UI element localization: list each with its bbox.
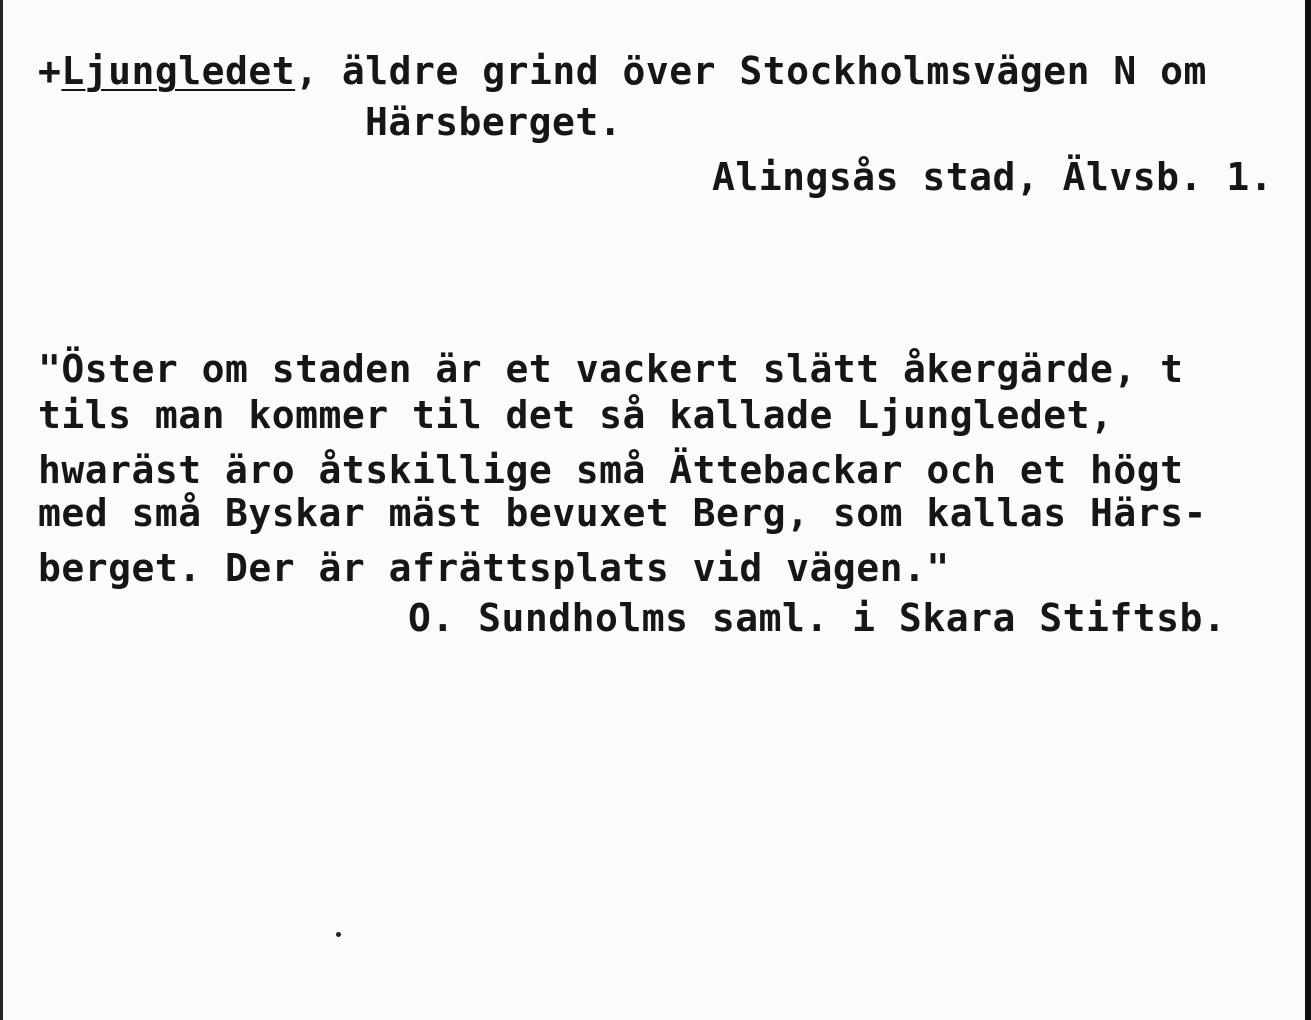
quote-source: O. Sundholms saml. i Skara Stiftsb. [408, 596, 1227, 640]
ink-speck [336, 932, 341, 937]
heading-plus: + [38, 49, 62, 93]
quote-line-1: "Öster om staden är et vackert slätt åkergärde, t [38, 347, 1184, 391]
card-left-edge [0, 0, 3, 1020]
heading-line-2: Härsberget. [365, 100, 623, 144]
quote-line-2: tils man kommer til det så kallade Ljungledet, [38, 393, 1114, 437]
quote-line-5: berget. Der är afrättsplats vid vägen." [38, 546, 950, 590]
quote-line-4: med små Byskar mäst bevuxet Berg, som kallas Härs- [38, 491, 1207, 535]
card-right-edge [1305, 0, 1311, 1020]
location-line: Alingsås stad, Älvsb. 1. [712, 155, 1274, 199]
heading-line-1 [38, 49, 1207, 93]
quote-line-3: hwaräst äro åtskillige små Ättebackar och et högt [38, 448, 1184, 492]
heading-description: , äldre grind över Stockholmsvägen N om [295, 49, 1207, 93]
heading-term: Ljungledet [61, 49, 296, 93]
